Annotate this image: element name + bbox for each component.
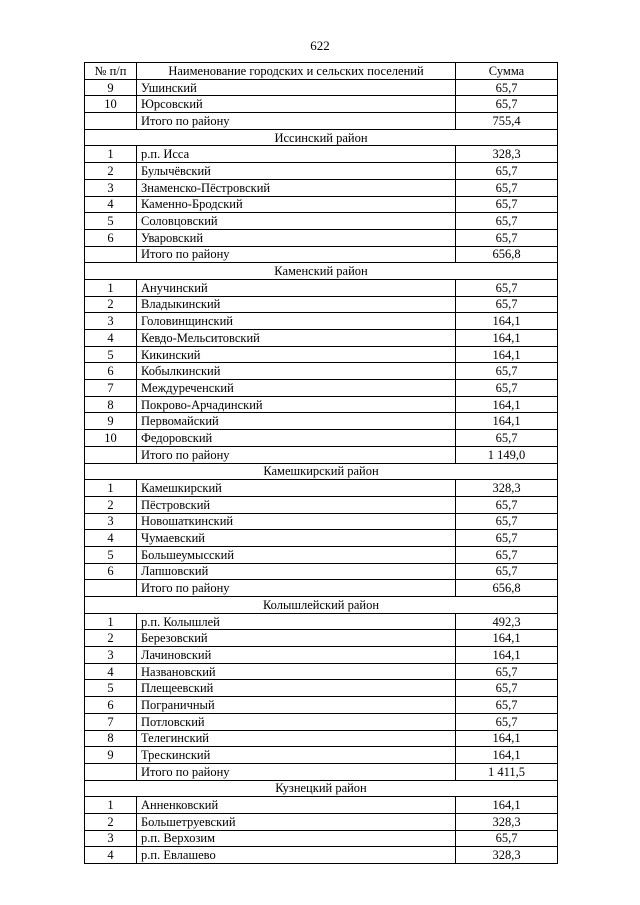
row-number: 9 (85, 413, 137, 430)
row-sum: 65,7 (456, 279, 558, 296)
settlement-name: Лачиновский (137, 647, 456, 664)
table-row (85, 647, 558, 664)
row-number: 7 (85, 713, 137, 730)
table-row (85, 813, 558, 830)
row-sum: 164,1 (456, 747, 558, 764)
total-row (85, 446, 558, 463)
settlement-name: р.п. Евлашево (137, 847, 456, 864)
settlement-name: Знаменско-Пёстровский (137, 179, 456, 196)
settlement-name: Потловский (137, 713, 456, 730)
table-row (85, 163, 558, 180)
total-row (85, 113, 558, 130)
row-sum: 65,7 (456, 830, 558, 847)
row-number (85, 246, 137, 263)
settlement-name: Первомайский (137, 413, 456, 430)
district-header-row (85, 463, 558, 480)
row-sum: 164,1 (456, 647, 558, 664)
row-sum: 164,1 (456, 730, 558, 747)
row-number: 9 (85, 747, 137, 764)
table-row (85, 847, 558, 864)
table-row (85, 697, 558, 714)
total-row (85, 763, 558, 780)
settlement-name: Трескинский (137, 747, 456, 764)
row-sum: 164,1 (456, 630, 558, 647)
settlement-name: Лапшовский (137, 563, 456, 580)
row-number: 5 (85, 546, 137, 563)
row-sum: 65,7 (456, 179, 558, 196)
row-number: 1 (85, 797, 137, 814)
settlement-name: Анненковский (137, 797, 456, 814)
row-sum: 65,7 (456, 296, 558, 313)
row-sum: 65,7 (456, 96, 558, 113)
table-body (85, 79, 558, 863)
table-row (85, 313, 558, 330)
row-number: 10 (85, 430, 137, 447)
row-sum: 164,1 (456, 330, 558, 347)
table-row (85, 79, 558, 96)
row-number: 8 (85, 396, 137, 413)
row-sum: 65,7 (456, 79, 558, 96)
table-row (85, 346, 558, 363)
row-number: 3 (85, 313, 137, 330)
total-sum: 1 149,0 (456, 446, 558, 463)
district-header-row (85, 263, 558, 280)
header-name: Наименование городских и сельских поселений (137, 63, 456, 80)
row-sum: 65,7 (456, 546, 558, 563)
row-sum: 65,7 (456, 196, 558, 213)
settlement-name: Большеумысский (137, 546, 456, 563)
row-number: 9 (85, 79, 137, 96)
row-sum: 65,7 (456, 563, 558, 580)
settlement-name: Анучинский (137, 279, 456, 296)
row-number (85, 763, 137, 780)
settlement-name: Федоровский (137, 430, 456, 447)
table-row (85, 830, 558, 847)
district-name: Иссинский район (85, 129, 558, 146)
settlement-name: Кевдо-Мельситовский (137, 330, 456, 347)
district-name: Каменский район (85, 263, 558, 280)
table-row (85, 196, 558, 213)
row-number: 2 (85, 163, 137, 180)
district-header-row (85, 597, 558, 614)
total-sum: 1 411,5 (456, 763, 558, 780)
row-sum: 65,7 (456, 213, 558, 230)
table-row (85, 229, 558, 246)
total-sum: 656,8 (456, 580, 558, 597)
settlement-name: Названовский (137, 663, 456, 680)
total-sum: 656,8 (456, 246, 558, 263)
row-number: 2 (85, 630, 137, 647)
row-number (85, 446, 137, 463)
row-sum: 328,3 (456, 480, 558, 497)
row-number: 2 (85, 496, 137, 513)
table-row (85, 279, 558, 296)
district-name: Колышлейский район (85, 597, 558, 614)
settlement-name: р.п. Колышлей (137, 613, 456, 630)
row-number: 5 (85, 680, 137, 697)
row-number: 6 (85, 363, 137, 380)
settlement-name: Покрово-Арчадинский (137, 396, 456, 413)
row-number: 10 (85, 96, 137, 113)
total-label: Итого по району (137, 113, 456, 130)
settlements-table (84, 62, 558, 864)
settlement-name: Новошаткинский (137, 513, 456, 530)
row-number (85, 113, 137, 130)
row-sum: 65,7 (456, 363, 558, 380)
row-sum: 492,3 (456, 613, 558, 630)
row-sum: 164,1 (456, 413, 558, 430)
settlement-name: Головинщинский (137, 313, 456, 330)
settlement-name: р.п. Верхозим (137, 830, 456, 847)
row-number (85, 580, 137, 597)
row-number: 3 (85, 513, 137, 530)
table-row (85, 330, 558, 347)
total-label: Итого по району (137, 246, 456, 263)
table-row (85, 380, 558, 397)
table-row (85, 213, 558, 230)
row-sum: 164,1 (456, 396, 558, 413)
row-sum: 65,7 (456, 530, 558, 547)
district-header-row (85, 780, 558, 797)
table-header-row (85, 63, 558, 80)
row-number: 6 (85, 563, 137, 580)
row-sum: 65,7 (456, 697, 558, 714)
table-row (85, 146, 558, 163)
table-row (85, 546, 558, 563)
table-row (85, 430, 558, 447)
table-row (85, 747, 558, 764)
settlement-name: Ушинский (137, 79, 456, 96)
row-number: 1 (85, 146, 137, 163)
settlement-name: Пёстровский (137, 496, 456, 513)
table-row (85, 296, 558, 313)
settlement-name: р.п. Исса (137, 146, 456, 163)
row-sum: 65,7 (456, 663, 558, 680)
row-sum: 328,3 (456, 813, 558, 830)
table-row (85, 613, 558, 630)
settlement-name: Березовский (137, 630, 456, 647)
row-sum: 65,7 (456, 496, 558, 513)
settlement-name: Уваровский (137, 229, 456, 246)
row-sum: 65,7 (456, 229, 558, 246)
settlement-name: Булычёвский (137, 163, 456, 180)
settlement-name: Пограничный (137, 697, 456, 714)
row-sum: 65,7 (456, 163, 558, 180)
row-number: 4 (85, 663, 137, 680)
row-sum: 65,7 (456, 713, 558, 730)
total-sum: 755,4 (456, 113, 558, 130)
row-number: 2 (85, 813, 137, 830)
table-row (85, 630, 558, 647)
row-number: 3 (85, 179, 137, 196)
row-sum: 164,1 (456, 797, 558, 814)
row-number: 4 (85, 196, 137, 213)
row-number: 6 (85, 229, 137, 246)
row-sum: 65,7 (456, 680, 558, 697)
table-row (85, 663, 558, 680)
table-row (85, 413, 558, 430)
row-number: 4 (85, 847, 137, 864)
district-name: Кузнецкий район (85, 780, 558, 797)
row-sum: 328,3 (456, 146, 558, 163)
row-number: 1 (85, 613, 137, 630)
settlement-name: Кикинский (137, 346, 456, 363)
table-row (85, 513, 558, 530)
row-sum: 65,7 (456, 513, 558, 530)
row-sum: 328,3 (456, 847, 558, 864)
page-number: 622 (310, 38, 330, 53)
settlement-name: Телегинский (137, 730, 456, 747)
table-row (85, 96, 558, 113)
total-label: Итого по району (137, 763, 456, 780)
settlement-name: Камешкирский (137, 480, 456, 497)
row-number: 4 (85, 530, 137, 547)
row-number: 3 (85, 830, 137, 847)
row-number: 5 (85, 213, 137, 230)
table-row (85, 396, 558, 413)
row-sum: 164,1 (456, 313, 558, 330)
table-row (85, 480, 558, 497)
row-sum: 65,7 (456, 430, 558, 447)
total-label: Итого по району (137, 580, 456, 597)
total-row (85, 580, 558, 597)
table-row (85, 797, 558, 814)
row-number: 2 (85, 296, 137, 313)
table-row (85, 563, 558, 580)
settlement-name: Чумаевский (137, 530, 456, 547)
total-label: Итого по району (137, 446, 456, 463)
table-row (85, 730, 558, 747)
settlement-name: Каменно-Бродский (137, 196, 456, 213)
settlement-name: Юрсовский (137, 96, 456, 113)
settlement-name: Междуреченский (137, 380, 456, 397)
table-row (85, 363, 558, 380)
table-row (85, 179, 558, 196)
row-sum: 65,7 (456, 380, 558, 397)
row-sum: 164,1 (456, 346, 558, 363)
header-num: № п/п (85, 63, 137, 80)
settlement-name: Большетруевский (137, 813, 456, 830)
table-row (85, 680, 558, 697)
row-number: 5 (85, 346, 137, 363)
row-number: 6 (85, 697, 137, 714)
table-row (85, 496, 558, 513)
district-name: Камешкирский район (85, 463, 558, 480)
settlement-name: Плещеевский (137, 680, 456, 697)
settlement-name: Владыкинский (137, 296, 456, 313)
row-number: 1 (85, 480, 137, 497)
total-row (85, 246, 558, 263)
table-row (85, 530, 558, 547)
row-number: 1 (85, 279, 137, 296)
row-number: 7 (85, 380, 137, 397)
header-sum: Сумма (456, 63, 558, 80)
settlement-name: Соловцовский (137, 213, 456, 230)
table-row (85, 713, 558, 730)
district-header-row (85, 129, 558, 146)
settlement-name: Кобылкинский (137, 363, 456, 380)
row-number: 3 (85, 647, 137, 664)
row-number: 4 (85, 330, 137, 347)
row-number: 8 (85, 730, 137, 747)
